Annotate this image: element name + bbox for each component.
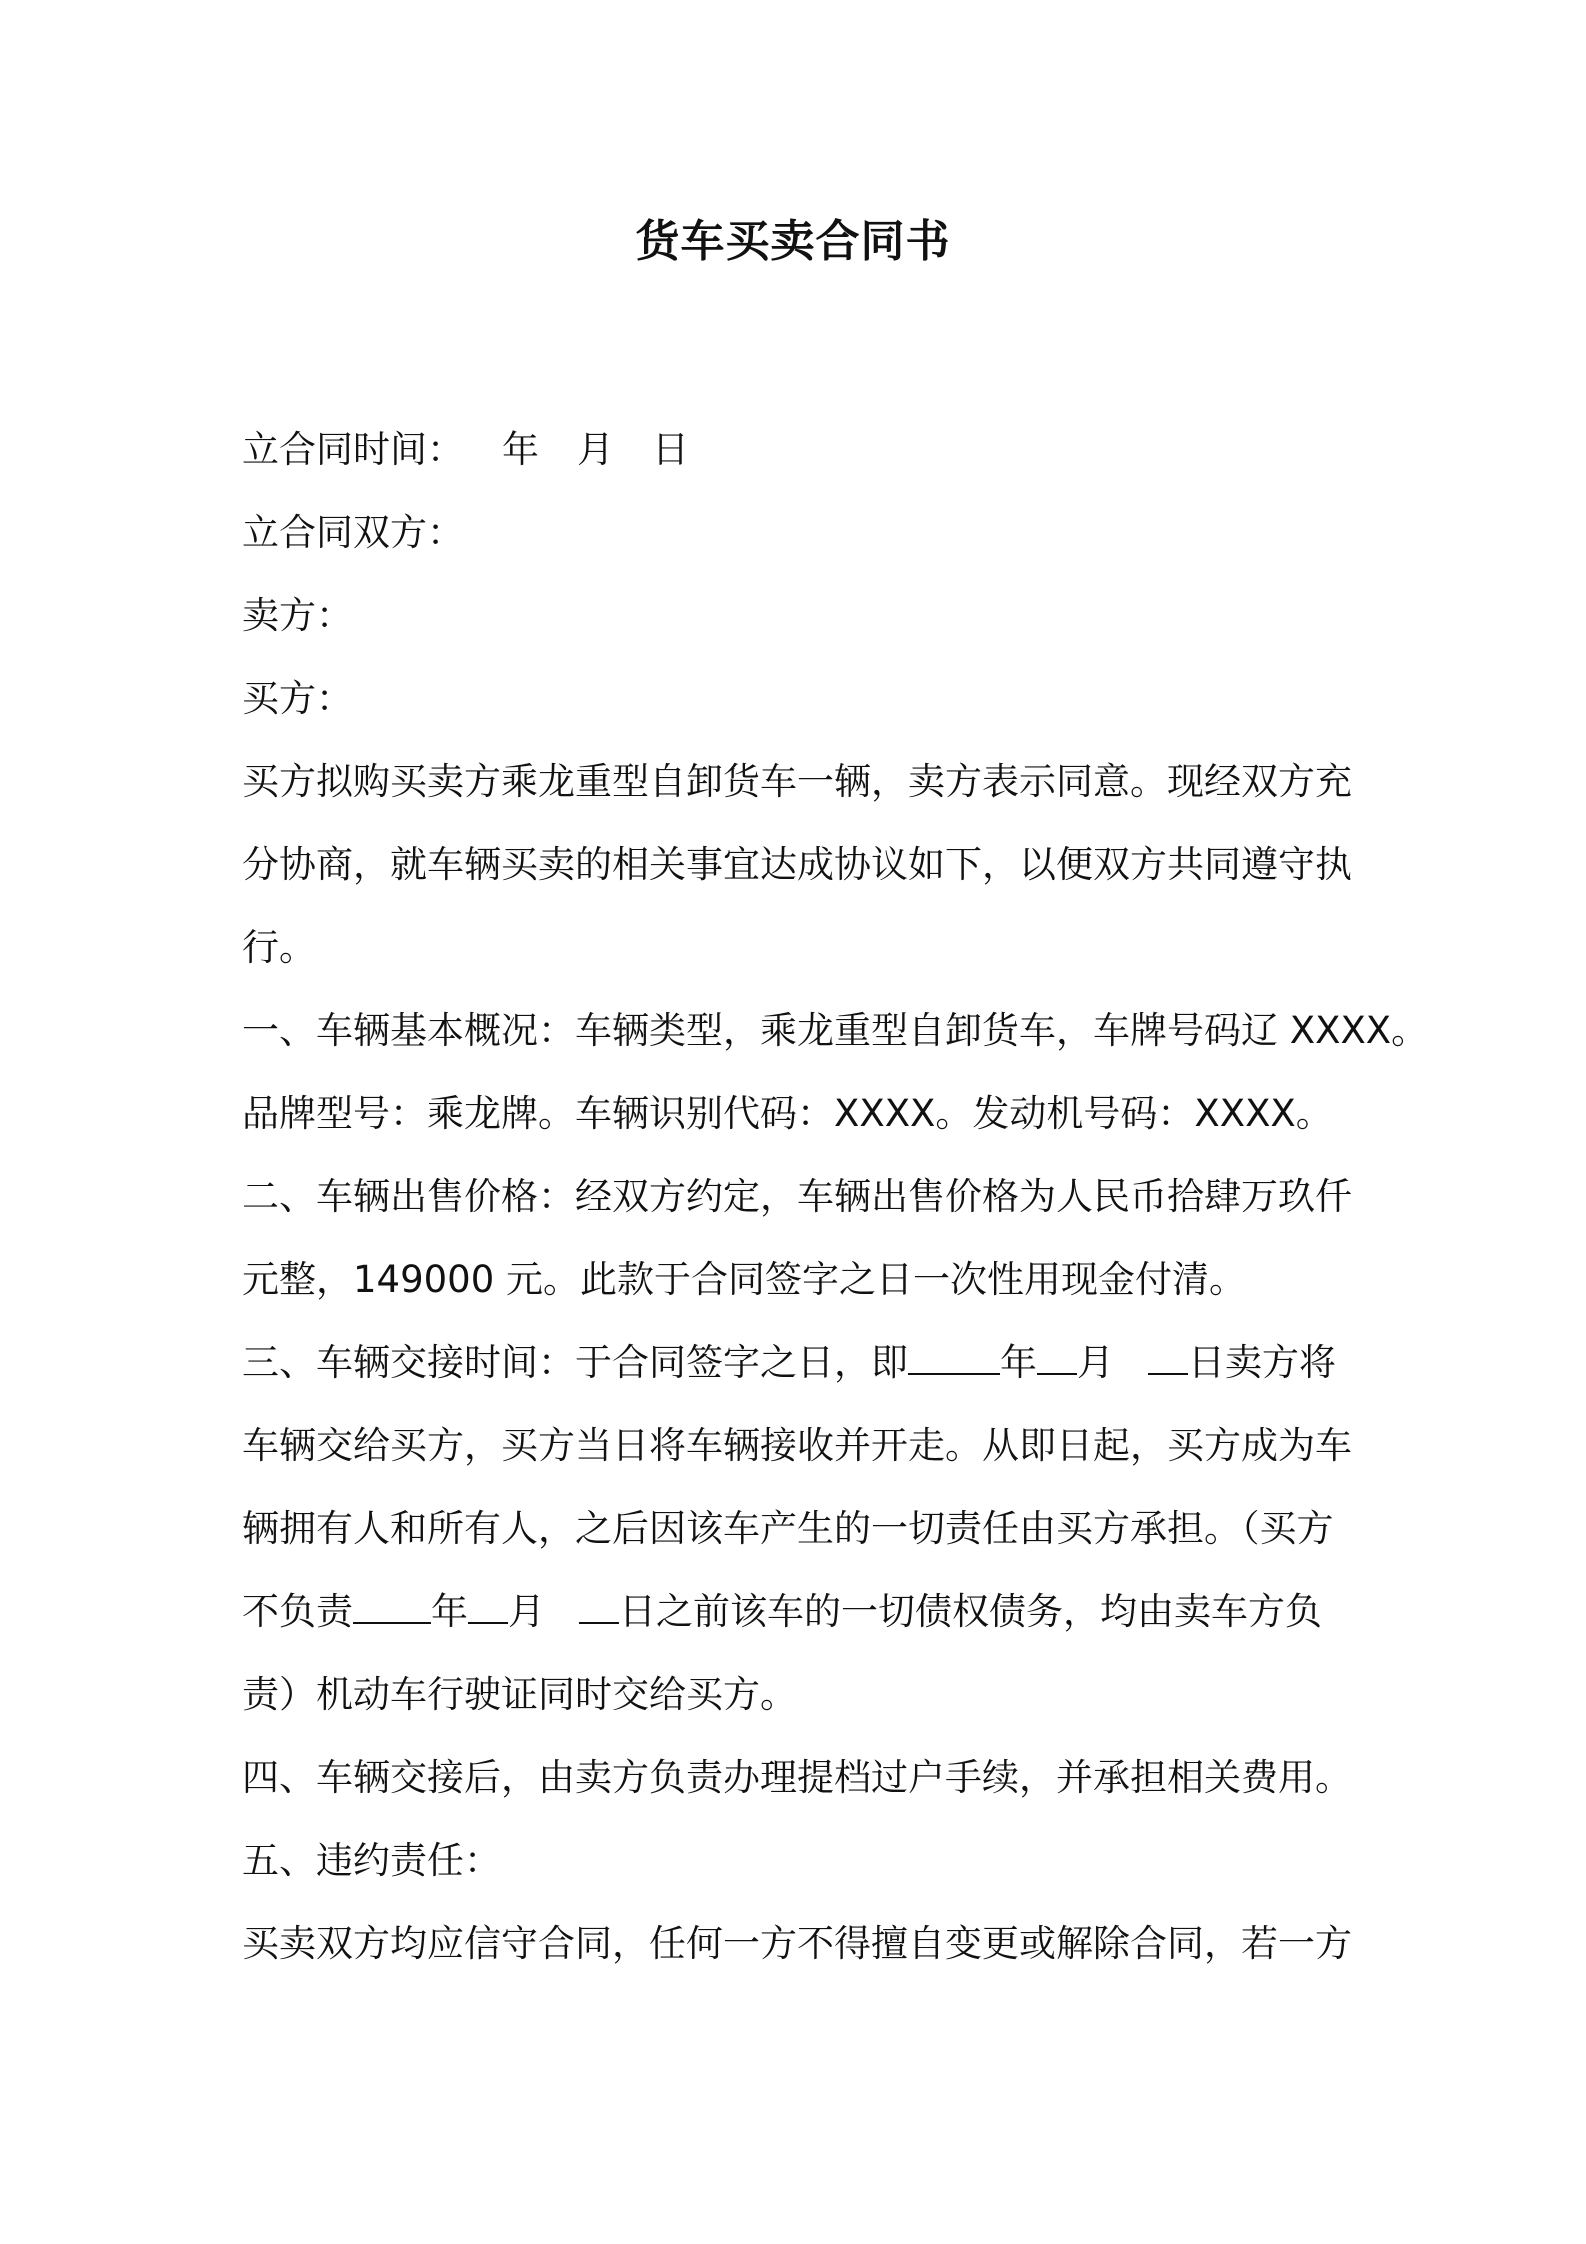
year-blank — [353, 1586, 431, 1624]
year-blank — [908, 1337, 1000, 1375]
section-3-line-5: 责）机动车行驶证同时交给买方。 — [242, 1673, 797, 1716]
section-2-line-1: 二、车辆出售价格：经双方约定，车辆出售价格为人民币拾肆万玖仟 — [242, 1175, 1352, 1218]
parties-line: 立合同双方： — [242, 511, 464, 554]
section-3-line-4-year: 年 — [431, 1590, 468, 1633]
day-blank — [1148, 1337, 1188, 1375]
section-3-line-1-text: 三、车辆交接时间：于合同签字之日，即 — [242, 1341, 908, 1384]
date-year-label: 年 — [502, 428, 539, 471]
document-title: 货车买卖合同书 — [635, 216, 951, 267]
month-blank — [468, 1586, 508, 1624]
section-3-line-4-start: 不负责 — [242, 1590, 353, 1633]
section-3-line-1 — [242, 1321, 1362, 1404]
date-month-label: 月 — [577, 428, 614, 471]
section-3-line-4-month: 月 — [508, 1590, 545, 1633]
date-day-label: 日 — [652, 428, 689, 471]
section-3-line-4-end: 日之前该车的一切债权债务，均由卖车方负 — [619, 1590, 1322, 1633]
section-1-line-2: 品牌型号：乘龙牌。车辆识别代码：XXXX。发动机号码：XXXX。 — [242, 1092, 1333, 1135]
section-3-line-2: 车辆交给买方，买方当日将车辆接收并开走。从即日起，买方成为车 — [242, 1424, 1352, 1467]
month-blank — [1037, 1337, 1077, 1375]
day-blank — [579, 1586, 619, 1624]
section-3-line-1-end: 日卖方将 — [1188, 1341, 1336, 1384]
section-2-line-2: 元整，149000 元。此款于合同签字之日一次性用现金付清。 — [242, 1258, 1247, 1301]
contract-date-label: 立合同时间： — [242, 428, 464, 471]
intro-line-1: 买方拟购买卖方乘龙重型自卸货车一辆，卖方表示同意。现经双方充 — [242, 760, 1352, 803]
section-1-line-1: 一、车辆基本概况：车辆类型，乘龙重型自卸货车，车牌号码辽 XXXX。 — [242, 1009, 1429, 1052]
intro-line-3: 行。 — [242, 926, 316, 969]
document-body — [242, 408, 1429, 1985]
section-3-year-label: 年 — [1000, 1341, 1037, 1384]
section-3-month-label: 月 — [1077, 1341, 1114, 1384]
contract-date-line — [242, 408, 1362, 491]
seller-line: 卖方： — [242, 594, 353, 637]
section-5-heading: 五、违约责任： — [242, 1839, 501, 1882]
section-5-line-1: 买卖双方均应信守合同，任何一方不得擅自变更或解除合同，若一方 — [242, 1922, 1352, 1965]
section-3-line-4 — [242, 1570, 1362, 1653]
intro-line-2: 分协商，就车辆买卖的相关事宜达成协议如下，以便双方共同遵守执 — [242, 843, 1352, 886]
section-3-line-3: 辆拥有人和所有人，之后因该车产生的一切责任由买方承担。（买方 — [242, 1507, 1334, 1550]
buyer-line: 买方： — [242, 677, 353, 720]
section-4-line-1: 四、车辆交接后，由卖方负责办理提档过户手续，并承担相关费用。 — [242, 1756, 1352, 1799]
